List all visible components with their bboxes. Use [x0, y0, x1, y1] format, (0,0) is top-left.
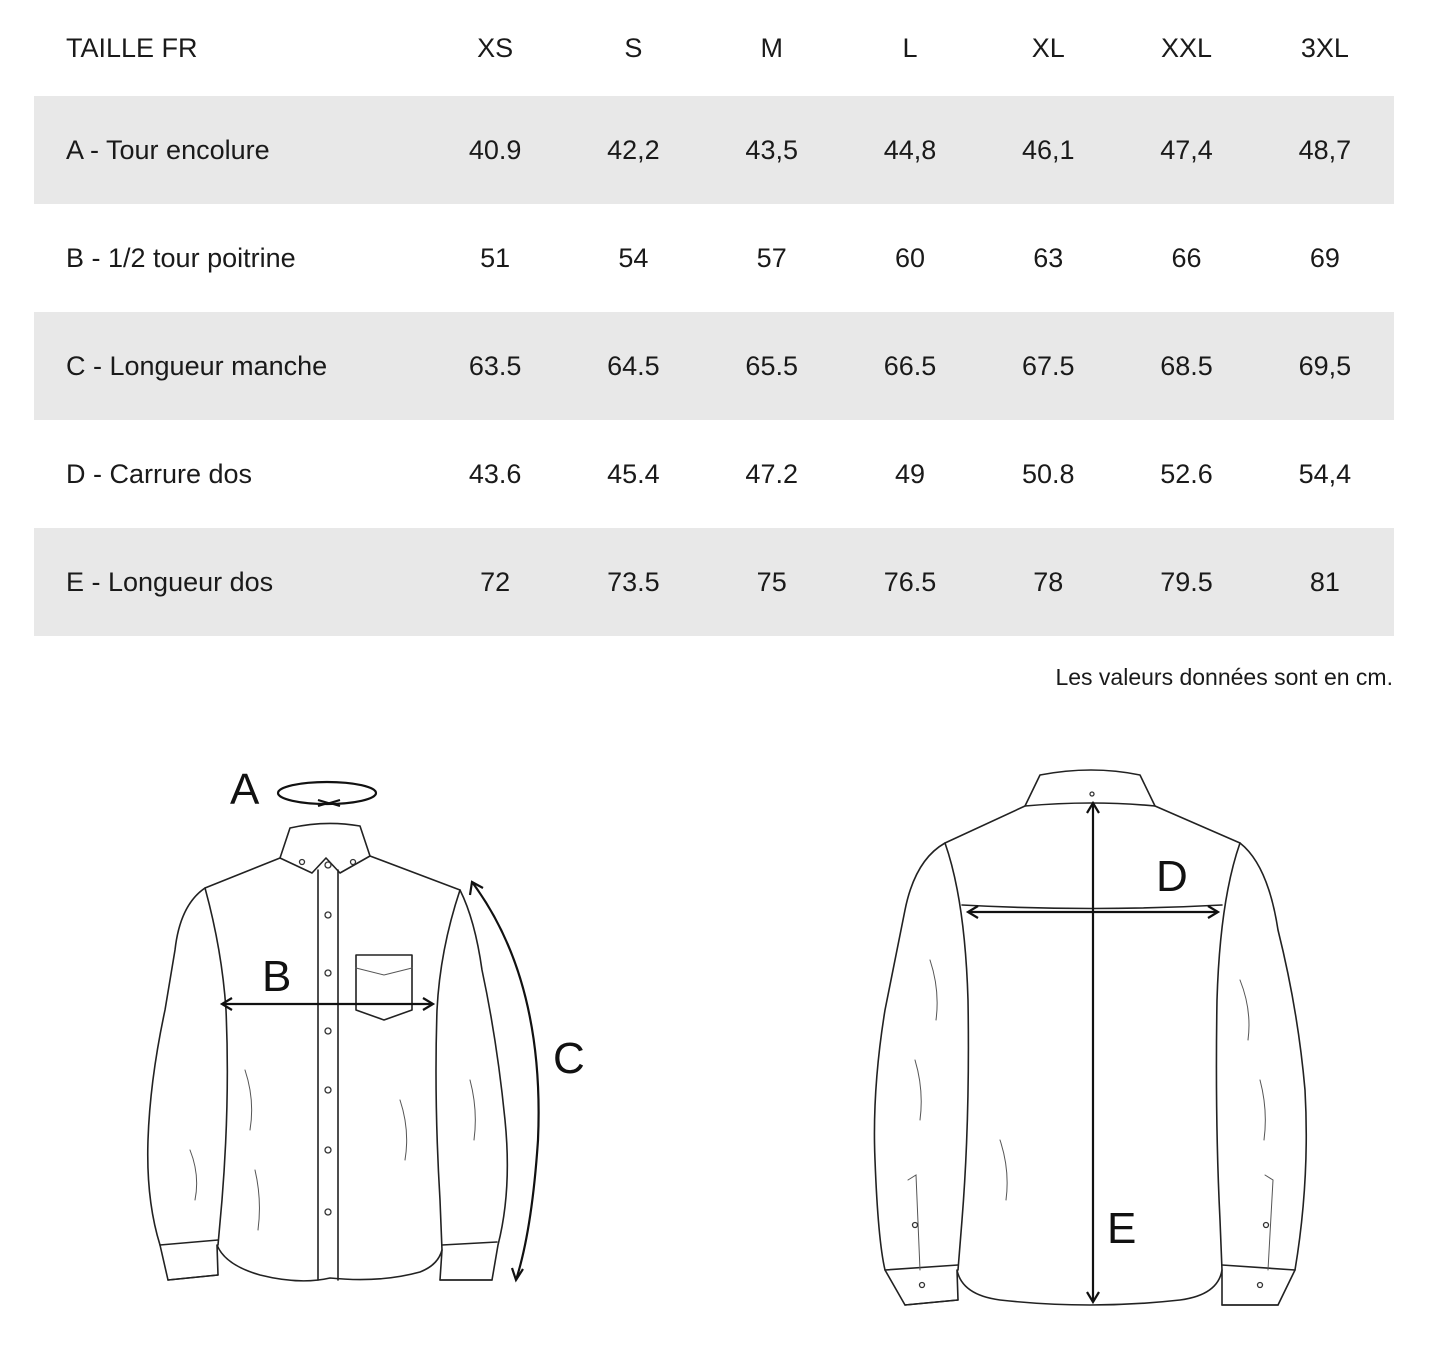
- shirt-front-drawing: [0, 0, 700, 1368]
- row-label: D - Carrure dos: [66, 458, 253, 489]
- table-cell: 43,5: [745, 134, 798, 165]
- table-cell: 75: [756, 566, 787, 597]
- table-cell: 68.5: [1160, 350, 1213, 381]
- sleeve-button: [1264, 1223, 1269, 1228]
- row-label: C - Longueur manche: [66, 350, 328, 381]
- back-collar: [1025, 770, 1155, 806]
- size-header-cell: XS: [477, 32, 514, 63]
- size-header-label: TAILLE FR: [66, 32, 198, 63]
- table-cell: 66: [1171, 242, 1202, 273]
- table-cell: 46,1: [1021, 134, 1075, 165]
- left-back-sleeve-seam: [945, 843, 968, 1270]
- table-cell: 69,5: [1298, 350, 1352, 381]
- table-cell: 43.6: [468, 458, 522, 489]
- table-cell: 40.9: [468, 134, 522, 165]
- front-button: [325, 1087, 331, 1093]
- label-b: B: [262, 952, 292, 1001]
- row-label: A - Tour encolure: [66, 134, 270, 165]
- front-button: [325, 1209, 331, 1215]
- table-cell: 45.4: [607, 458, 660, 489]
- table-cell: 47.2: [745, 458, 798, 489]
- size-header-cell: XXL: [1161, 32, 1213, 63]
- table-cell: 54: [618, 242, 649, 273]
- table-cell: 63: [1033, 242, 1064, 273]
- table-cell: 50.8: [1021, 458, 1075, 489]
- front-button: [325, 912, 331, 918]
- table-cell: 42,2: [607, 134, 660, 165]
- sleeve-measure-curve: [472, 882, 539, 1280]
- front-button: [325, 1028, 331, 1034]
- neck-measure-ellipse: [278, 782, 376, 804]
- label-e: E: [1107, 1204, 1137, 1253]
- table-cell: 49: [894, 458, 925, 489]
- table-cell: 54,4: [1298, 458, 1352, 489]
- table-cell: 79.5: [1160, 566, 1213, 597]
- right-back-sleeve-seam: [1216, 843, 1240, 1270]
- size-header-cell: 3XL: [1300, 32, 1349, 63]
- right-cuff: [440, 1242, 497, 1280]
- back-body-outline: [874, 806, 1306, 1305]
- table-cell: 81: [1309, 566, 1340, 597]
- shirt-back-diagram: [700, 0, 1400, 1368]
- table-cell: 48,7: [1298, 134, 1352, 165]
- label-a: A: [230, 765, 260, 814]
- front-button: [325, 1147, 331, 1153]
- right-sleeve-seam: [436, 890, 460, 1250]
- table-cell: 76.5: [883, 566, 937, 597]
- size-header-cell: S: [624, 32, 643, 63]
- shirt-back-drawing: [700, 0, 1400, 1368]
- table-cell: 72: [480, 566, 511, 597]
- size-header-cell: M: [760, 32, 783, 63]
- left-cuff: [160, 1240, 218, 1280]
- table-cell: 69: [1309, 242, 1340, 273]
- shirt-body-outline: [148, 856, 508, 1281]
- front-placket: [318, 870, 338, 1280]
- shirt-front-diagram: [0, 0, 700, 1368]
- cuff-button: [920, 1283, 925, 1288]
- collar-button: [351, 860, 356, 865]
- table-cell: 60: [894, 242, 925, 273]
- table-cell: 67.5: [1021, 350, 1075, 381]
- cuff-button: [1258, 1283, 1263, 1288]
- front-button: [325, 970, 331, 976]
- sleeve-button: [913, 1223, 918, 1228]
- table-cell: 64.5: [607, 350, 660, 381]
- size-header-cell: XL: [1031, 32, 1065, 63]
- label-c: C: [553, 1034, 585, 1083]
- chest-pocket: [356, 955, 412, 1020]
- table-cell: 47,4: [1160, 134, 1213, 165]
- table-cell: 73.5: [607, 566, 660, 597]
- fabric-folds: [190, 1070, 475, 1230]
- row-label: B - 1/2 tour poitrine: [66, 242, 296, 273]
- size-header-cell: L: [902, 32, 918, 63]
- table-cell: 78: [1033, 566, 1064, 597]
- collar-button: [1090, 792, 1094, 796]
- left-sleeve-seam: [205, 888, 227, 1245]
- table-cell: 57: [756, 242, 787, 273]
- table-cell: 63.5: [468, 350, 522, 381]
- table-cell: 51: [480, 242, 511, 273]
- pocket-flap: [356, 968, 412, 975]
- table-cell: 52.6: [1160, 458, 1213, 489]
- units-note: Les valeurs données sont en cm.: [1055, 664, 1393, 690]
- table-cell: 65.5: [745, 350, 798, 381]
- table-cell: 66.5: [883, 350, 937, 381]
- label-d: D: [1156, 852, 1188, 901]
- table-cell: 44,8: [883, 134, 937, 165]
- collar-button: [300, 860, 305, 865]
- row-label: E - Longueur dos: [66, 566, 274, 597]
- front-button: [325, 862, 331, 868]
